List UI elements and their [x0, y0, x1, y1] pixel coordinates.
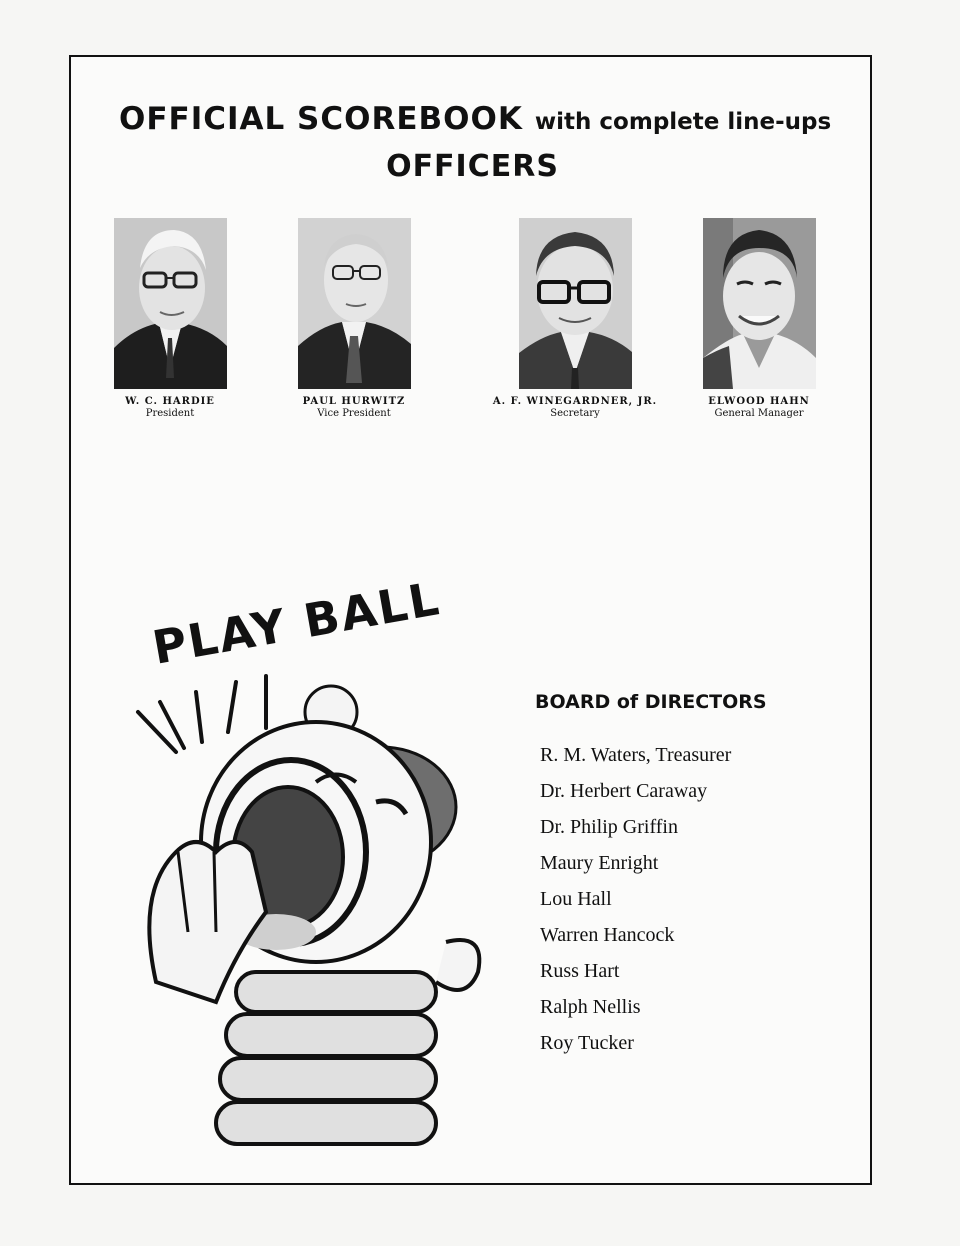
- board-member: Dr. Herbert Caraway: [540, 780, 708, 802]
- officer-role: Vice President: [317, 408, 391, 419]
- officer-photo: [703, 218, 816, 389]
- board-members-list: [540, 743, 731, 1067]
- board-member: Warren Hancock: [540, 924, 675, 946]
- title-subtitle: with complete line-ups: [534, 109, 832, 135]
- officer-name: PAUL HURWITZ: [302, 396, 406, 407]
- board-heading: BOARD of DIRECTORS: [535, 691, 767, 713]
- officer-name: W. C. HARDIE: [125, 396, 215, 407]
- officer-role: General Manager: [714, 408, 804, 419]
- officer-role: President: [145, 408, 195, 419]
- board-member: Roy Tucker: [540, 1032, 634, 1054]
- officer-photo: [519, 218, 632, 389]
- officers-heading: OFFICERS: [386, 149, 559, 184]
- title-main: OFFICIAL SCOREBOOK: [119, 101, 523, 137]
- officer-card-hahn: [669, 218, 849, 419]
- umpire-cartoon-illustration: [116, 552, 496, 1152]
- board-member: Maury Enright: [540, 852, 659, 874]
- board-member: Ralph Nellis: [540, 996, 641, 1018]
- officer-card-hardie: [80, 218, 260, 419]
- officer-name: ELWOOD HAHN: [708, 396, 810, 407]
- page-title: [119, 101, 839, 137]
- board-member: R. M. Waters, Treasurer: [540, 744, 732, 766]
- officer-photo: [114, 218, 227, 389]
- officer-card-hurwitz: [264, 218, 444, 419]
- board-member: Lou Hall: [540, 888, 612, 910]
- officer-card-winegardner: [485, 218, 665, 419]
- officer-name: A. F. WINEGARDNER, JR.: [492, 396, 658, 407]
- board-member: Russ Hart: [540, 960, 620, 982]
- officer-photo: [298, 218, 411, 389]
- officer-role: Secretary: [550, 408, 600, 419]
- program-page: [69, 55, 872, 1185]
- play-ball-caption: PLAY BALL: [148, 571, 445, 675]
- board-member: Dr. Philip Griffin: [540, 816, 678, 838]
